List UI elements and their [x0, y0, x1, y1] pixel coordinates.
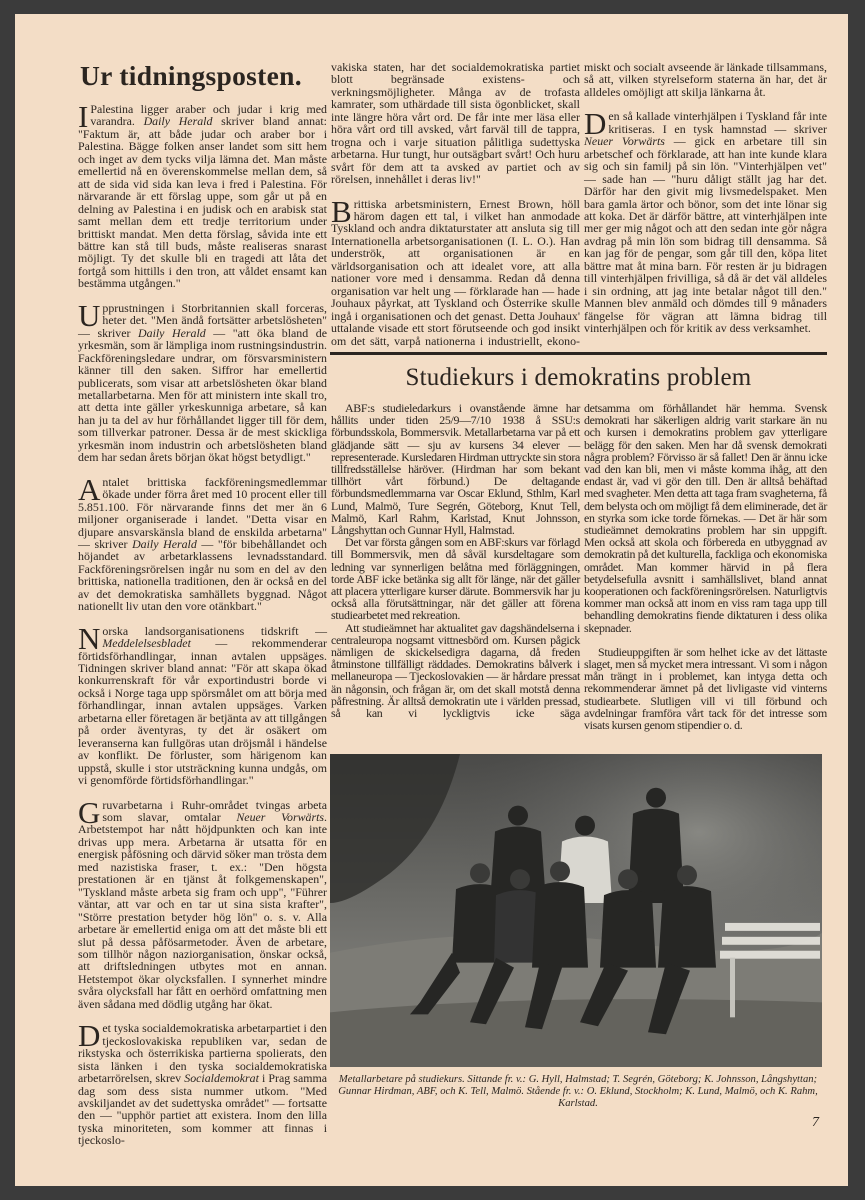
paragraph-text: Att studieämnet har aktualitet gav dagshändelserna i centraleuropa nogsamt vittnesbörd om. Kursen pågick nämligen de skickelsedigra dagarna, då freden åtminstone tillfälligt räddades. Demokratins bålverk i mellaneuropa — Tjeckoslovakien — är hårdare pressat än någonsin, och frågan är, om det skall motstå denna påfrestning. Är alltså demokratin ute i världen pressad, så kan vi lyckligtvis icke säga [331, 620, 580, 721]
paragraph [584, 61, 827, 98]
drop-cap: A [78, 471, 101, 507]
drop-cap: I [78, 99, 89, 134]
paragraph [78, 297, 327, 465]
paragraph [78, 471, 327, 614]
article-column-1 [331, 402, 580, 719]
column-2 [331, 61, 580, 359]
paragraph-text: skriver bland annat: "Faktum är, att både judar och araber bor i Palestina. Bägge folken anser landet som sitt hem och inget av dem tycks vilja lämna det. Man måste emellertid nå en överenskommelse mellan dem, så att de sida vid sida kan leva i fred i Palestina. För närvarande är ett förslag uppe, som går ut på en delning av Palestina i en judisk och en arabisk stat samt mellan dem ett tredje territorium under brittiskt mandat. Men detta förslag, såvida inte ett bättre kan stå till buds, måste realiseras snarast möjligt. Ty det skulle bli en tragedi att låta det fortgå som hittills i den tron, att våldet ensamt kan bestämma utgången." [78, 114, 327, 291]
paragraph-text: — "för bibehållandet och höjandet av arbetarklassens levnadsstandard. Fackföreningsrörelsen ingår nu som en del av den brittiska, nationella traditionen, den är också en del av det demokratiska samhällets byggnad. Något nationellt liv utan den vore otänkbart." [78, 536, 327, 614]
drop-cap: B [331, 193, 352, 229]
paragraph [584, 646, 827, 731]
paragraph-text: detsamma om förhållandet här hemma. Svensk demokrati har säkerligen aldrig varit starkare än nu och kursen i demokratins problem gav ytterligare belägg för den saken. Men har då svensk demokrati några problem? Förvisso är så fallet! Den är ännu icke vad den kan bli, men vi måste komma ihåg, att den endast är, vad vi gör den till. Den är alltså behäftad med svagheter. Men detta att taga fram svagheterna, få dem belysta och om möjligt få dem eliminerade, det är en styrka som icke torde förnekas. — Det är här som studieämnet demokratins problem har sin uppgift. Men också att skola och förbereda en utbyggnad av demokratin på det kulturella, fackliga och ekonomiska området. Man kommer härvid in på flera betydelsefulla avsnitt i samhällslivet, bland annat kooperationen och fackföreningsrörelsen. Naturligtvis kommer man också att inom en viss ram taga upp till behandling demokratins fiende diktaturen i dess olika skepnader. [584, 401, 827, 635]
paragraph [584, 402, 827, 634]
publication-name: Meddelelsesbladet [102, 636, 191, 651]
article-title-studiekurs: Studiekurs i demokratins problem [405, 364, 752, 391]
photo-image [330, 754, 822, 1067]
paragraph-text: Studieuppgiften är som helhet icke av det lättaste slaget, men så mycket mera intressant. Vi som i någon mån trängt in i problemet, kan intyga detta och rekommenderar ämnet på det livligaste vid vinterns studiearbete. Slutligen vill vi till förbund och avdelningar framföra vårt tack för det intresse som visats kursen genom stipendier o. d. [584, 644, 827, 733]
column-3 [584, 61, 827, 347]
paragraph [78, 794, 327, 1011]
paragraph [584, 106, 827, 336]
drop-cap: G [78, 794, 101, 830]
paragraph-text: ABF:s studieledarkurs i ovanstående ämne har hållits under tiden 25/9—7/10 1938 å SSU:s förbundsskola, Bommersvik. Metallarbetarna var på ett glädjande sätt — sju av kursens 34 elever — representerade. Kursledaren Hirdman uttryckte sin stora tillfredsställelse häröver. (Hirdman har som bekant tillhört vårt förbund.) De deltagande förbundsmedlemmarna var Oscar Eklund, Sthlm, Karl Lund, Malmö, Ture Segrén, Göteborg, Knut Tell, Malmö, Karl Rahm, Karlstad, Knut Johnsson, Långshyttan och Gunnar Hyll, Halmstad. [331, 401, 580, 538]
drop-cap: D [584, 106, 607, 142]
paragraph-text: — "att öka bland de yrkesmän, som är lämpliga inom rustningsindustrin. Fackföreningsledare undrar, om försvarsministern känner till den saken. Siffror har emellertid publicerats, som visar att arbetslösheten ökar bland metallarbetarna. Men för att ministern inte skall tro, att detta inte gäller yrkeskunniga arbetare, så kan han ju ta del av hur förhållandet ligger till för dem, som tillverkar patroner. Dessa är de mest skickliga yrkesmän inom industrin och arbetslösheten bland dem har sedan årets början ökat högst betydligt." [78, 325, 327, 465]
paragraph-text: orska landsorganisationens tidskrift — [102, 623, 327, 638]
paragraph [78, 620, 327, 788]
publication-name: Neuer Vorwärts [236, 810, 325, 825]
paragraph-text: — gick en arbetare till sin arbetschef och förklarade, att han inte kunde klara sig och sin familj på sin lön. "Vinterhjälpen vet" — sade han — "huru dåligt ställt jag har det. Därför har den givit mig livsmedelspaket. Men bara gamla ärtor och bönor, som det inte lönar sig att koka. Det är därför bättre, att vinterhjälpen inte mer ger mig något och att den sedan inte gör några avdrag på min lön som bidrag till densamma. Så kan jag för de pengar, som går till den, köpa litet bättre mat åt mina barn. För resten är ju bidragen till vinterhjälpen frivilliga, så då är det väl alldeles i sin ordning, att jag inte betalar något till den." Mannen blev anmäld och dömdes till 9 månaders fängelse för vägran att lämna bidrag till vinterhjälpen och för kritik av dess verksamhet. [584, 134, 827, 336]
paragraph [331, 61, 580, 186]
paragraph [78, 99, 327, 291]
paragraph-text: — rekommenderar förtidsförhandlingar, innan avtalen uppsäges. Tidningen skriver bland annat: "För att skapa ökad konkurrenskraft för vår exportindustri borde vi också i Norge taga upp spörsmålet om att börja med förhandlingar, innan avtalen uppsäges. Varken arbetarna eller företagen är betjänta av att tillgången på order äventyras, ty det är osäkert om leveranserna kan fullgöras utan dröjsmål i händelse av konflikt. De förluster, som härigenom kan uppstå, skulle i stor utsträckning kunna undgås, om vi genomförde förtidsförhandlingar." [78, 636, 327, 788]
paragraph-text: . Arbetstempot har nått höjdpunkten och kan inte drivas upp mera. Arbetarna är utsatta för en energisk påfösning och därvid söker man trösta dem med nazistiska fraser, t. ex.: "Den högsta prestationen är en tjänst åt folkgemenskapen", "Tyskland måste arbeta sig fram och upp", "Führer väntar, att var och en tar ut sina sista krafter", "Större prestation betyder hög lön" o. s. v. Alla arbetare är emellertid eniga om att det måste bli ett slut på dessa påfösarmetoder. Även de arbetare, som tillhör någon naziorganisation, önskar också, att driftsledningen utbytes mot en annan. Hetstempot ökar olycksfallen. I synnerhet mindre svåra olycksfall har fått en oerhörd omfattning men även sådana med dödlig utgång har ökat. [78, 810, 327, 1011]
paragraph [331, 536, 580, 621]
paragraph [331, 402, 580, 536]
paragraph-text: pprustningen i Storbritannien skall forceras, heter det. "Men ändå fortsätter arbetslösheten" — skriver [78, 300, 327, 340]
paragraph-text: rittiska arbetsministern, Ernest Brown, höll härom dagen ett tal, i vilket han anmodade Tyskland och andra diktaturstater att ansluta sig till Internationella arbetsorganisationen (I. L. O.). Han underströk, att organisationen är en världsorganisation och att idealet vore, att alla nationer vore med i densamma. Redan då denna organisation var helt ung — förklarade han — hade Jouhaux påyrkat, att Tyskland och Österrike skulle ingå i organisationen och det genast. Detta Jouhaux' uttalande visade ett stort förutseende och god insikt om det sätt, varpå nationerna i industriellt, ekono- [331, 196, 580, 348]
group-photo [330, 754, 822, 1067]
publication-name: Daily Herald [132, 536, 197, 551]
paragraph [78, 1018, 327, 1148]
paragraph-text: ruvarbetarna i Ruhr-området tvingas arbeta som slavar, omtalar [102, 797, 327, 825]
drop-cap: N [78, 620, 101, 656]
paragraph-text: et tyska socialdemokratiska arbetarpartiet i den tjeckoslovakiska republiken var, sedan de rikstyska och österrikiska partierna spolierats, den sista länken i den tyska socialdemokratiska arbetarrörelsen, skrev [78, 1021, 327, 1086]
divider-rule [330, 352, 827, 355]
publication-name: Socialdemokrat [184, 1071, 259, 1086]
paragraph [331, 193, 580, 348]
page-number: 7 [812, 1115, 819, 1130]
paragraph-text: vakiska staten, har det socialdemokratiska partiet blott begränsade existens- och verkningsmöjligheter. Många av de trofasta kamrater, som uthärdade till sista ögonblicket, skall inte längre höra vårt ord. De får inte mer läsa eller höra vårt ord till avsked, vårt farväl till de tappra, trogna och i varje situation pålitliga sudettyska arbetarna. Hur tungt, hur outsägbart svårt! Och huru svårt för dem att ta avsked av partiet och av rörelsen, innehållet i deras liv!" [331, 60, 580, 187]
paragraph-text: Det var första gången som en ABF:skurs var förlagd till Bommersvik, men då såväl kursdeltagare som ledning var synnerligen belåtna med förläggningen, torde ABF icke betänka sig allt för länge, när det gäller att placera ytterligare kurser därute. Bommersvik har ju också alla förutsättningar, när det gäller att förena studiearbetet med rekreation. [331, 535, 580, 623]
paragraph-text: i Prag samma dag som dess sista nummer utkom. "Med avskiljandet av det sudettyska området" — fortsatte den — "upphör partiet att existera. Inom den lilla tyska minoriteten, som kommer att finnas i tjeckoslo- [78, 1071, 327, 1148]
paragraph-text: ntalet brittiska fackföreningsmedlemmar ökade under förra året med 10 procent eller till 5.851.100. För närvarande finns det mer än 6 miljoner organiserade i landet. "Detta visar en djupare ansvarskänsla bland de enskilda arbetarna" — skriver [78, 474, 327, 551]
publication-name: Daily Herald [143, 114, 213, 129]
paragraph-text: miskt och socialt avseende är länkade tillsammans, så att, vilken styrelseform staterna än har, det är alldeles omöjligt att skilja länkarna åt. [584, 60, 827, 99]
article-column-2 [584, 402, 827, 731]
photo-caption: Metallarbetare på studiekurs. Sittande fr. v.: G. Hyll, Halmstad; T. Segrén, Göteborg; K. Johnsson, Långshyttan; Gunnar Hirdman, ABF, och K. Tell, Malmö. Stående fr. v.: O. Eklund, Stockholm; K. Lund, Malmö, och K. Rahm, Karlstad. [338, 1074, 818, 1109]
paragraph-text: en så kallade vinterhjälpen i Tyskland får inte kritiseras. I en tysk hamnstad — skriver [608, 109, 827, 136]
drop-cap: D [78, 1018, 101, 1054]
section-title-ur-tidningsposten: Ur tidningsposten. [80, 60, 302, 91]
column-1 [78, 99, 327, 1159]
publication-name: Daily Herald [138, 325, 206, 340]
drop-cap: U [78, 297, 101, 333]
paragraph [331, 622, 580, 720]
publication-name: Neuer Vorwärts [584, 134, 665, 149]
paragraph-text: Palestina ligger araber och judar i krig med varandra. [90, 102, 327, 129]
